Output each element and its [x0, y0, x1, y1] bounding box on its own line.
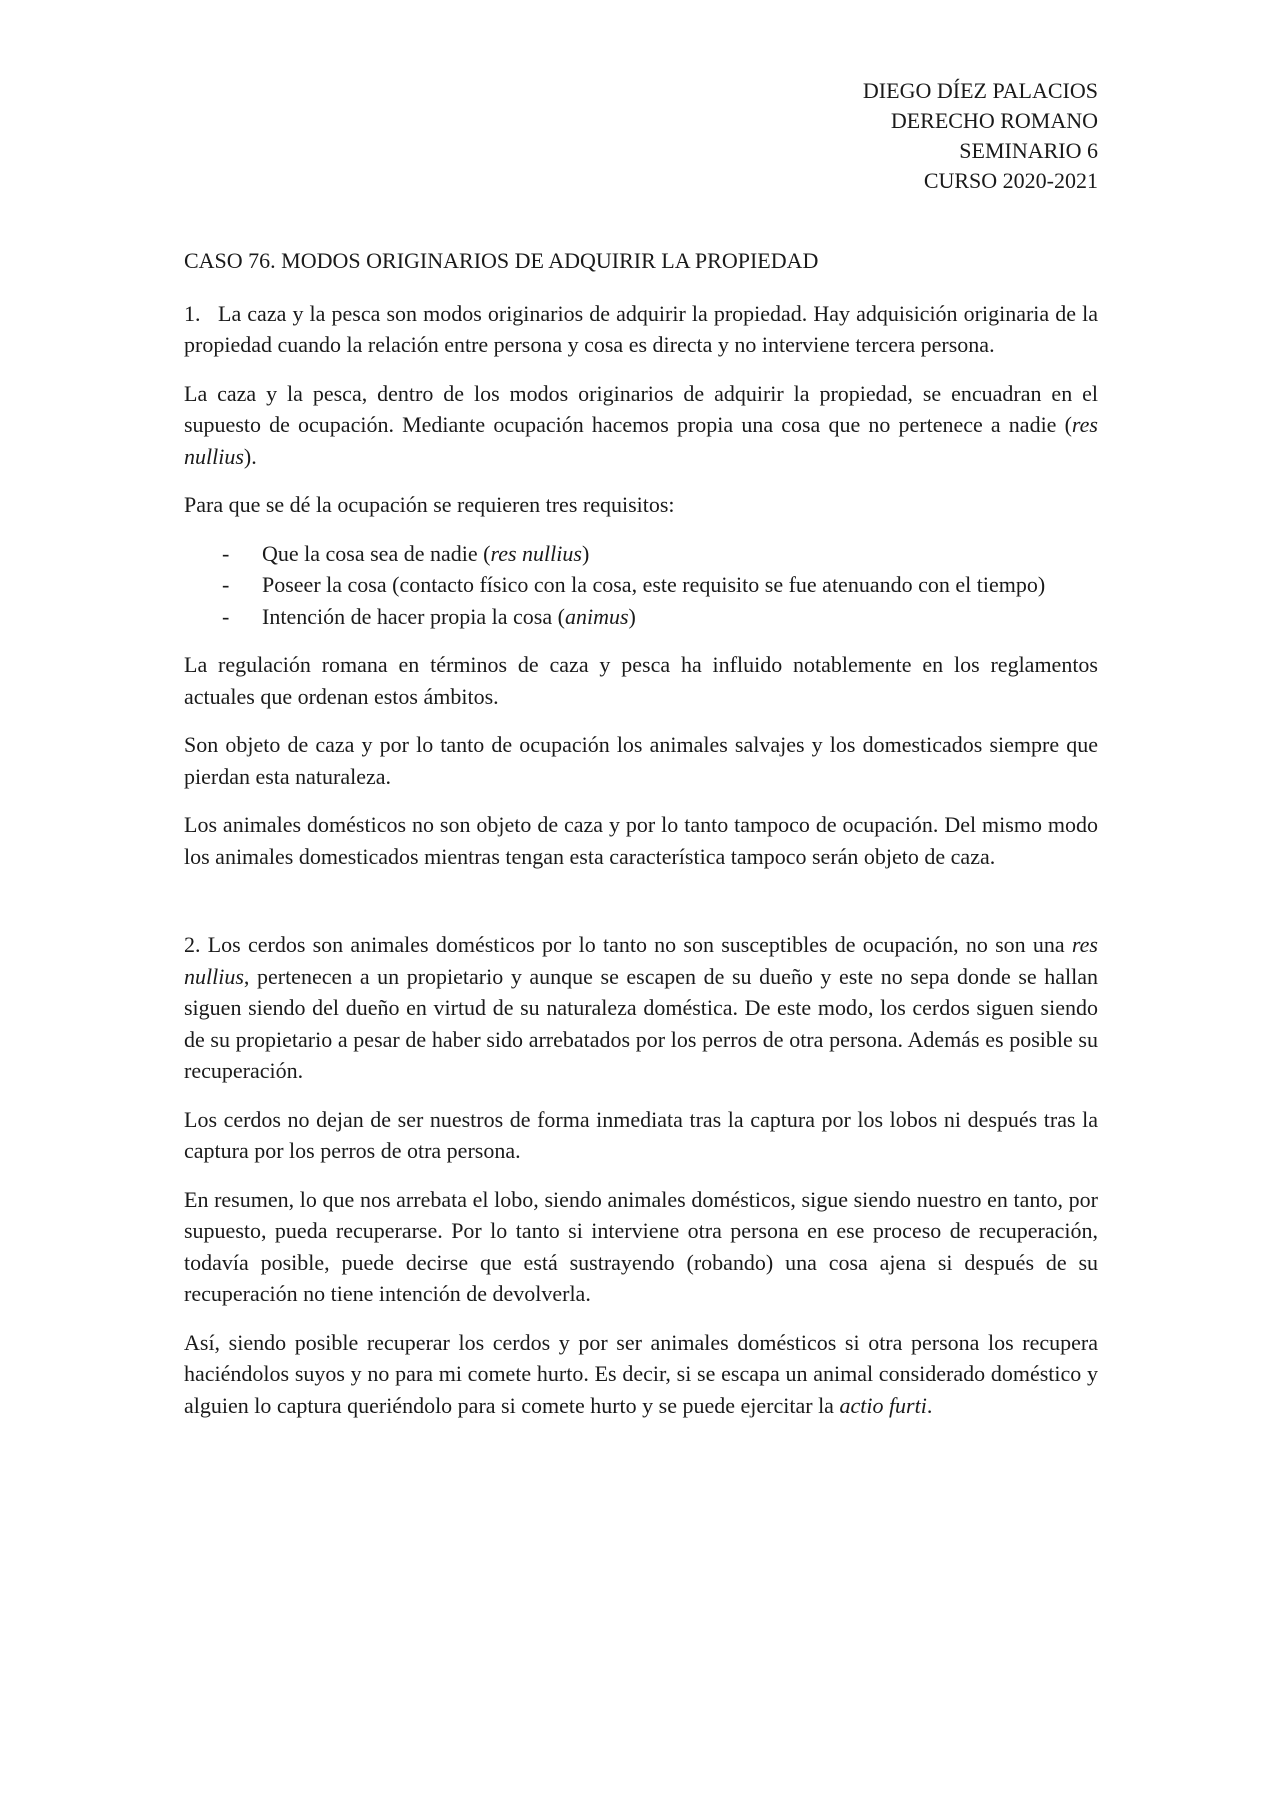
section1-paragraph-6: Los animales domésticos no son objeto de caza y por lo tanto tampoco de ocupación. Del mismo modo los animales domesticados mientras tengan esta característica tampoco serán objeto de caza.: [184, 812, 1098, 869]
section2-paragraph-1: 2. Los cerdos son animales domésticos por lo tanto no son susceptibles de ocupación, no son una res nullius, pertenecen a un propietario y aunque se escapen de su dueño y este no sepa donde se hallan siguen siendo del dueño en virtud de su naturaleza doméstica. De este modo, los cerdos siguen siendo de su propietario a pesar de haber sido arrebatados por los perros de otra persona. Además es posible su recuperación.: [184, 932, 1098, 1083]
requirement-item: - Que la cosa sea de nadie (res nullius): [222, 540, 590, 566]
requirement-item: - Poseer la cosa (contacto físico con la cosa, este requisito se fue atenuando con el tiempo): [222, 572, 1046, 597]
section1-paragraph-3: Para que se dé la ocupación se requieren tres requisitos:: [184, 492, 675, 517]
section1-paragraph-4: La regulación romana en términos de caza y pesca ha influido notablemente en los reglamentos actuales que ordenan estos ámbitos.: [184, 652, 1098, 709]
section1-paragraph-1: 1. La caza y la pesca son modos originarios de adquirir la propiedad. Hay adquisición originaria de la propiedad cuando la relación entre persona y cosa es directa y no interviene tercera persona.: [184, 298, 1098, 361]
case-title: CASO 76. MODOS ORIGINARIOS DE ADQUIRIR LA PROPIEDAD: [184, 248, 819, 273]
section2-paragraph-4: Así, siendo posible recuperar los cerdos y por ser animales domésticos si otra persona los recupera haciéndolos suyos y no para mi comete hurto. Es decir, si se escapa un animal considerado doméstico y alguien lo captura queriéndolo para si comete hurto y se puede ejercitar la actio furti.: [184, 1329, 1098, 1418]
section2-paragraph-2: Los cerdos no dejan de ser nuestros de forma inmediata tras la captura por los lobos ni después tras la captura por los perros de otra persona.: [184, 1106, 1098, 1163]
requirements-list: [184, 538, 1098, 633]
section1-paragraph-2: La caza y la pesca, dentro de los modos originarios de adquirir la propiedad, se encuadran en el supuesto de ocupación. Mediante ocupación hacemos propia una cosa que no pertenece a nadie (res nullius).: [184, 380, 1098, 469]
subject-name: DERECHO ROMANO: [890, 108, 1098, 133]
document-body: [184, 245, 1098, 1438]
author-name: DIEGO DÍEZ PALACIOS: [862, 78, 1098, 103]
document-header: [863, 76, 1098, 196]
section1-number: 1.: [184, 300, 201, 326]
section1-paragraph-5: Son objeto de caza y por lo tanto de ocupación los animales salvajes y los domesticados siempre que pierdan esta naturaleza.: [184, 732, 1098, 789]
requirement-item: - Intención de hacer propia la cosa (animus): [222, 603, 636, 629]
seminar-label: SEMINARIO 6: [959, 138, 1098, 163]
course-label: CURSO 2020-2021: [923, 168, 1098, 193]
section2-paragraph-3: En resumen, lo que nos arrebata el lobo, siendo animales domésticos, sigue siendo nuestro en tanto, por supuesto, pueda recuperarse. Por lo tanto si interviene otra persona en ese proceso de recuperación, todavía posible, puede decirse que está sustrayendo (robando) una cosa ajena si después de su recuperación no tiene intención de devolverla.: [184, 1186, 1098, 1306]
section-spacer: [184, 889, 1098, 929]
